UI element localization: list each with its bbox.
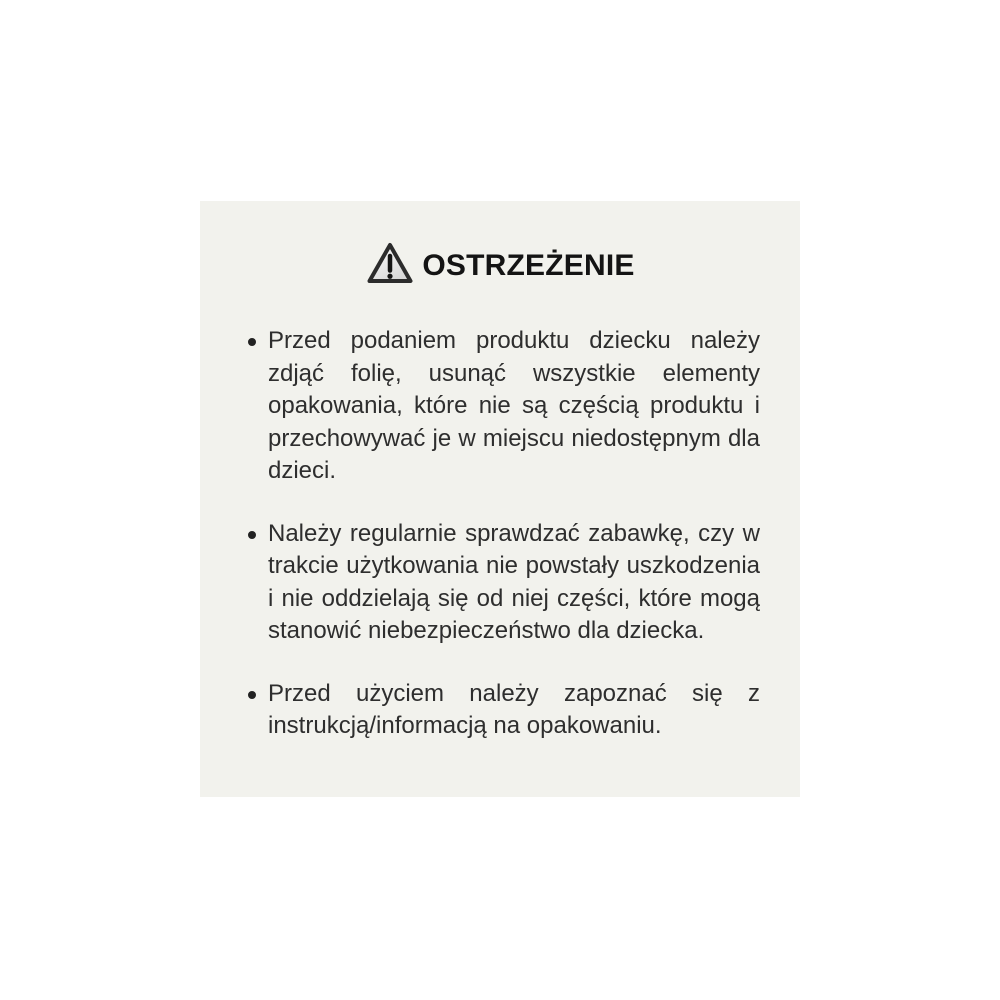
warning-list <box>248 325 760 743</box>
list-item <box>248 325 760 488</box>
bullet-text: Należy regularnie sprawdzać zabawkę, czy w trakcie użytkowania nie powstały uszkodzenia i nie oddzielają się od niej części, które mogą stanowić niebezpieczeństwo dla dziecka. <box>268 519 760 644</box>
list-item <box>248 678 760 743</box>
list-item <box>248 518 760 648</box>
warning-card <box>200 201 800 797</box>
bullet-text: Przed podaniem produktu dziecku należy zdjąć folię, usunąć wszystkie elementy opakowania, które nie są częścią produktu i przechowywać je w miejscu niedostępnym dla dzieci. <box>268 327 760 484</box>
bullet-text: Przed użyciem należy zapoznać się z instrukcją/informacją na opakowaniu. <box>268 679 760 739</box>
warning-title: OSTRZEŻENIE <box>422 248 635 282</box>
bullet-marker <box>248 338 256 346</box>
bullet-marker <box>248 691 256 699</box>
warning-triangle-icon <box>365 239 415 288</box>
warning-header <box>200 239 800 288</box>
bullet-marker <box>248 531 256 539</box>
